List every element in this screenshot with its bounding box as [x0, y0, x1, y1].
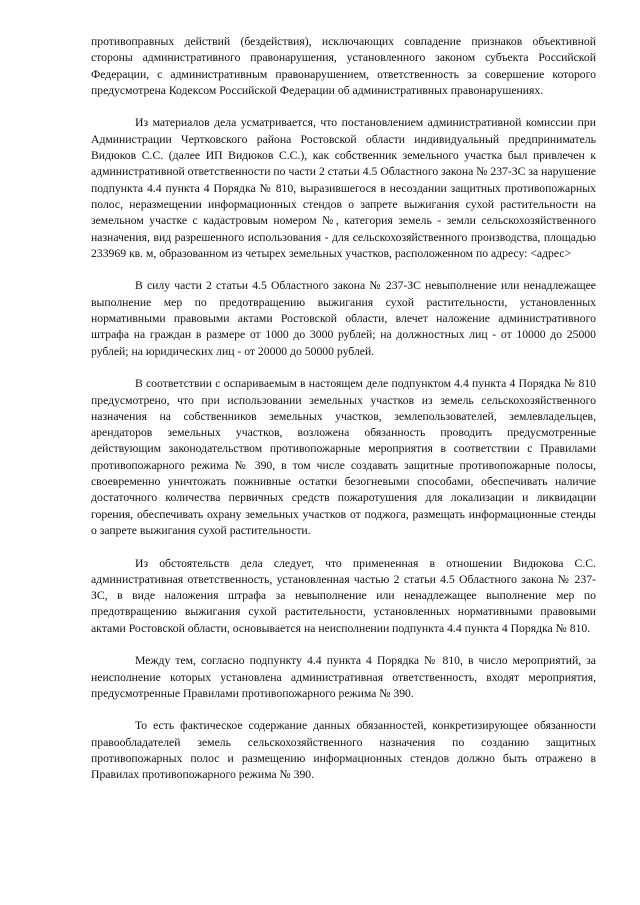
- paragraph-case-circumstances: Из обстоятельств дела следует, что примененная в отношении Видюкова С.С. административная ответственность, установленная частью 2 статьи 4.5 Областного закона № 237-ЗС, в виде наложения штрафа за невыполнение или ненадлежащее выполнение мер по предотвращению выжигания сухой растительности, установленных нормативными правовыми актами Ростовской области, основывается на неисполнении подпункта 4.4 пункта 4 Порядка № 810.: [91, 556, 596, 635]
- paragraph-order-provision: В соответствии с оспариваемым в настоящем деле подпунктом 4.4 пункта 4 Порядка № 810 предусмотрено, что при использовании земельных участков из земель сельскохозяйственного назначения на собственников земельных участков, землепользователей, землевладельцев, арендаторов земельных участков, возложена обязанность проводить предусмотренные действующим законодательством противопожарные мероприятия в соответствии с Правилами противопожарного режима № 390, в том числе создавать защитные противопожарные полосы, своевременно уничтожать пожнивные остатки безогневыми способами, обеспечивать наличие достаточного количества первичных средств пожаротушения для локализации и ликвидации горения, обеспечивать охрану земельных участков от поджога, размещать информационные стенды о запрете выжигания сухой растительности.: [91, 377, 596, 537]
- paragraph-case-materials: Из материалов дела усматривается, что постановлением административной комиссии при Администрации Чертковского района Ростовской области индивидуальный предприниматель Видюков С.С. (далее ИП Видюков С.С.), как собственник земельного участка был привлечен к административной ответственности по части 2 статьи 4.5 Областного закона № 237-ЗС за нарушение подпункта 4.4 пункта 4 Порядка № 810, выразившегося в несоздании защитных противопожарных полос, неразмещении информационных стендов о запрете выжигания сухой растительности на земельном участке с кадастровым номером №, категория земель - земли сельскохозяйственного назначения, вид разрешенного использования - для сельскохозяйственного производства, площадью 233969 кв. м, образованном из четырех земельных участков, расположенном по адресу: <адрес>: [91, 116, 596, 260]
- paragraph-continuation: противоправных действий (бездействия), исключающих совпадение признаков объективной стороны административного правонарушения, установленного законом субъекта Российской Федерации, с административным правонарушением, ответственность за совершение которого предусмотрена Кодексом Российской Федерации об административных правонарушениях.: [91, 35, 596, 97]
- paragraph-measures: Между тем, согласно подпункту 4.4 пункта 4 Порядка № 810, в число мероприятий, за неисполнение которых установлена административная ответственность, входят мероприятия, предусмотренные Правилами противопожарного режима № 390.: [91, 654, 596, 700]
- paragraph-conclusion: То есть фактическое содержание данных обязанностей, конкретизирующее обязанности правообладателей земель сельскохозяйственного назначения по созданию защитных противопожарных полос и размещению информационных стендов должно быть отражено в Правилах противопожарного режима № 390.: [91, 719, 596, 782]
- paragraph-law-penalty: В силу части 2 статьи 4.5 Областного закона № 237-ЗС невыполнение или ненадлежащее выполнение мер по предотвращению выжигания сухой растительности, установленных нормативными правовыми актами Ростовской области, влечет наложение административного штрафа на граждан в размере от 1000 до 3000 рублей; на должностных лиц - от 10000 до 25000 рублей; на юридических лиц - от 20000 до 50000 рублей.: [91, 279, 596, 358]
